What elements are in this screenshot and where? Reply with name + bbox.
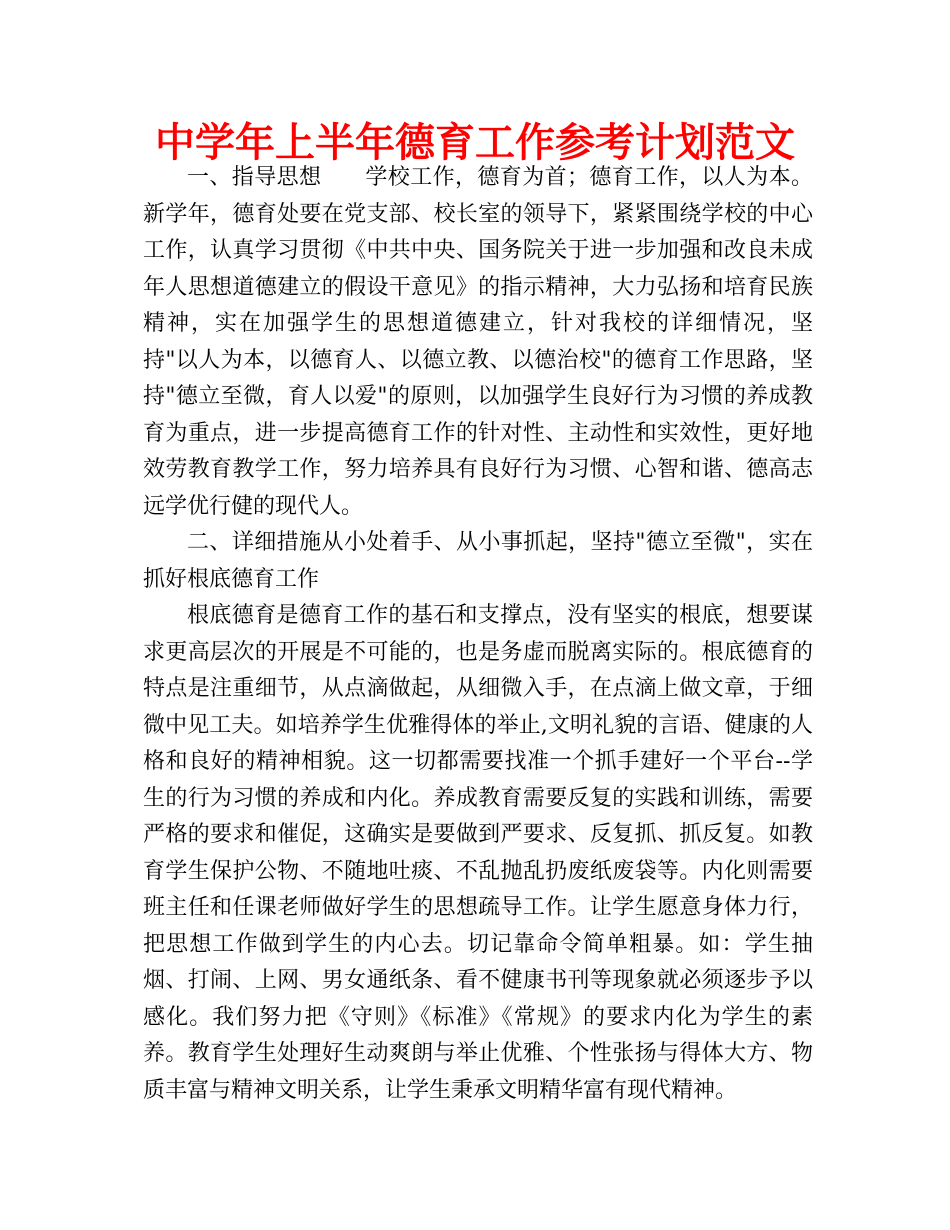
section-1-heading: 一、指导思想 [187,165,322,190]
section-1-paragraph [143,160,813,525]
section-2-body: 根底德育是德育工作的基石和支撑点，没有坚实的根底，想要谋求更高层次的开展是不可能的，也是务虚而脱离实际的。根底德育的特点是注重细节，从点滴做起，从细微入手，在点滴上做文章，于细微中见工夫。如培养学生优雅得体的举止,文明礼貌的言语、健康的人格和良好的精神相貌。这一切都需要找准一个抓手建好一个平台--学生的行为习惯的养成和内化。养成教育需要反复的实践和训练，需要严格的要求和催促，这确实是要做到严要求、反复抓、抓反复。如教育学生保护公物、不随地吐痰、不乱抛乱扔废纸废袋等。内化则需要班主任和任课老师做好学生的思想疏导工作。让学生愿意身体力行，把思想工作做到学生的内心去。切记靠命令简单粗暴。如：学生抽烟、打闹、上网、男女通纸条、看不健康书刊等现象就必须逐步予以感化。我们努力把《守则》《标准》《常规》的要求内化为学生的素养。教育学生处理好生动爽朗与举止优雅、个性张扬与得体大方、物质丰富与精神文明关系，让学生秉承文明精华富有现代精神。 [143,603,813,1103]
section-1-body: 学校工作，德育为首；德育工作，以人为本。新学年，德育处要在党支部、校长室的领导下，紧紧围绕学校的中心工作，认真学习贯彻《中共中央、国务院关于进一步加强和改良未成年人思想道德建立的假设干意见》的指示精神，大力弘扬和培育民族精神，实在加强学生的思想道德建立，针对我校的详细情况，坚持"以人为本，以德育人、以德立教、以德治校"的德育工作思路，坚持"德立至微，育人以爱"的原则，以加强学生良好行为习惯的养成教育为重点，进一步提高德育工作的针对性、主动性和实效性，更好地效劳教育教学工作，努力培养具有良好行为习惯、心智和谐、德高志远学优行健的现代人。 [143,165,813,519]
section-2-heading: 二、详细措施从小处着手、从小事抓起，坚持"德立至微"，实在抓好根底德育工作 [143,530,813,592]
document-body [143,160,813,1109]
document-title: 中学年上半年德育工作参考计划范文 [155,120,795,166]
